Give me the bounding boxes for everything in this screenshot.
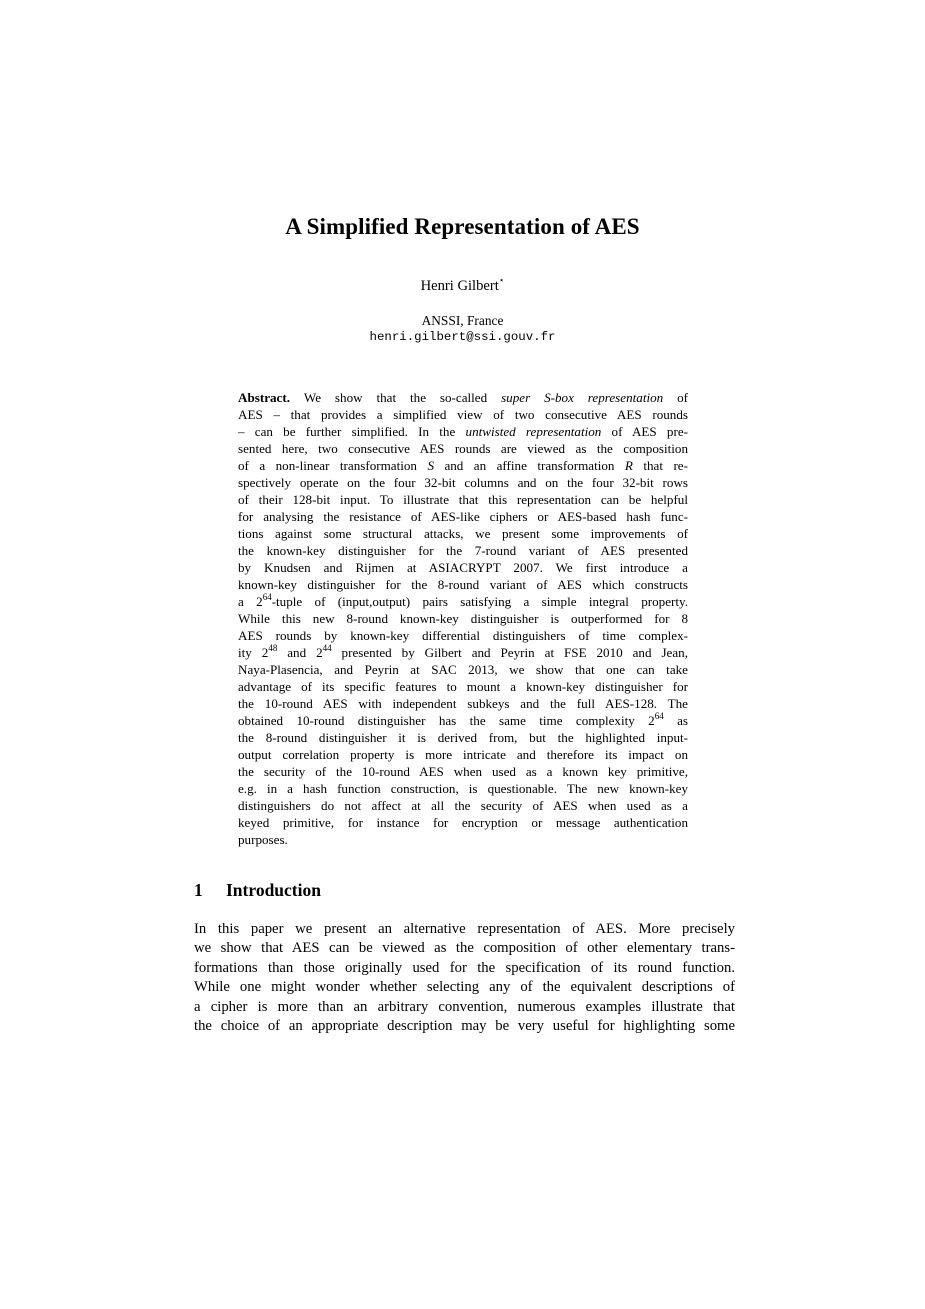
exponent: 64 [262,591,272,602]
text-run: of a non-linear transformation [238,458,428,473]
text-run: for analysing the resistance of AES-like ciphers or AES-based hash func- [238,509,688,524]
abstract-line [238,661,688,678]
body-line: While one might wonder whether selecting any of the equivalent descriptions of [194,979,735,996]
text-run: tions against some structural attacks, we present some improvements of [238,526,688,541]
text-run: and 2 [277,645,323,660]
emphasis: S [427,458,434,473]
abstract-line [238,831,688,848]
text-run: advantage of its specific features to mount a known-key distinguisher for [238,679,688,694]
abstract-line [238,678,688,695]
text-run: the known-key distinguisher for the 7-round variant of AES presented [238,543,688,558]
text-run: of [663,390,688,405]
text-run: and an affine transformation [433,458,625,473]
text-run: purposes. [238,832,288,847]
body-line: formations than those originally used for the specification of its round function. [194,959,735,976]
abstract-line [238,763,688,780]
exponent: 48 [268,642,278,653]
abstract-line [238,423,688,440]
affiliation: ANSSI, France [421,313,504,328]
abstract [238,389,688,848]
abstract-line [238,389,688,406]
text-run: keyed primitive, for instance for encryption or message authentication [238,815,688,830]
emphasis: super S-box representation [501,390,664,405]
text-run: known-key distinguisher for the 8-round variant of AES which constructs [238,577,688,592]
abstract-line [238,440,688,457]
author-email: henri.gilbert@ssi.gouv.fr [369,330,556,344]
section-number: 1 [194,880,203,900]
abstract-line [238,695,688,712]
abstract-line [238,406,688,423]
emphasis: R [624,458,633,473]
text-run: AES rounds by known-key differential distinguishers of time complex- [238,628,688,643]
text-run: distinguishers do not affect at all the security of AES when used as a [238,798,688,813]
text-run: of AES pre- [601,424,688,439]
abstract-line [238,780,688,797]
abstract-line [238,491,688,508]
author-name: Henri Gilbert [420,278,499,294]
emphasis: untwisted representation [465,424,602,439]
abstract-line [238,729,688,746]
section-heading [194,880,321,901]
abstract-line [238,508,688,525]
abstract-line [238,746,688,763]
body-line: a cipher is more than an arbitrary convention, numerous examples illustrate that [194,998,735,1015]
abstract-line [238,542,688,559]
introduction-text [194,920,735,1036]
text-run: obtained 10-round distinguisher has the same time complexity 2 [238,713,655,728]
text-run: We show that the so-called [303,390,502,405]
text-run: as [663,713,688,728]
abstract-line [238,474,688,491]
abstract-line [238,644,688,661]
text-run: output correlation property is more intricate and therefore its impact on [238,747,688,762]
exponent: 64 [654,710,664,721]
text-run: the 8-round distinguisher it is derived from, but the highlighted input- [238,730,688,745]
abstract-line [238,593,688,610]
text-run: the security of the 10-round AES when used as a known key primitive, [238,764,688,779]
abstract-lead: Abstract. [238,390,304,405]
text-run: Naya-Plasencia, and Peyrin at SAC 2013, we show that one can take [238,662,688,677]
abstract-line [238,559,688,576]
abstract-line [238,797,688,814]
abstract-line [238,814,688,831]
text-run: While this new 8-round known-key distinguisher is outperformed for 8 [238,611,688,626]
abstract-line [238,525,688,542]
text-run: a 2 [238,594,263,609]
author-footnote-mark: ⋆ [498,275,505,286]
paper-title: A Simplified Representation of AES [285,214,640,239]
text-run: e.g. in a hash function construction, is questionable. The new known-key [238,781,688,796]
text-run: by Knudsen and Rijmen at ASIACRYPT 2007. We first introduce a [238,560,688,575]
text-run: AES – that provides a simplified view of two consecutive AES rounds [238,407,688,422]
text-run: spectively operate on the four 32-bit columns and on the four 32-bit rows [238,475,688,490]
text-run: the 10-round AES with independent subkeys and the full AES-128. The [238,696,688,711]
abstract-line [238,610,688,627]
abstract-line [238,457,688,474]
abstract-line [238,712,688,729]
text-run: that re- [632,458,688,473]
text-run: -tuple of (input,output) pairs satisfying a simple integral property. [271,594,688,609]
body-line: we show that AES can be viewed as the composition of other elementary trans- [194,940,735,957]
body-line: In this paper we present an alternative representation of AES. More precisely [194,921,735,937]
text-run: presented by Gilbert and Peyrin at FSE 2010 and Jean, [331,645,688,660]
abstract-line [238,576,688,593]
text-run: ity 2 [238,645,269,660]
text-run: of their 128-bit input. To illustrate that this representation can be helpful [238,492,688,507]
body-line: the choice of an appropriate description may be very useful for highlighting some [194,1017,735,1034]
author-line [0,275,925,295]
text-run: – can be further simplified. In the [238,424,466,439]
text-run: sented here, two consecutive AES rounds are viewed as the composition [238,441,688,456]
section-title: Introduction [226,880,321,900]
abstract-line [238,627,688,644]
exponent: 44 [322,642,332,653]
